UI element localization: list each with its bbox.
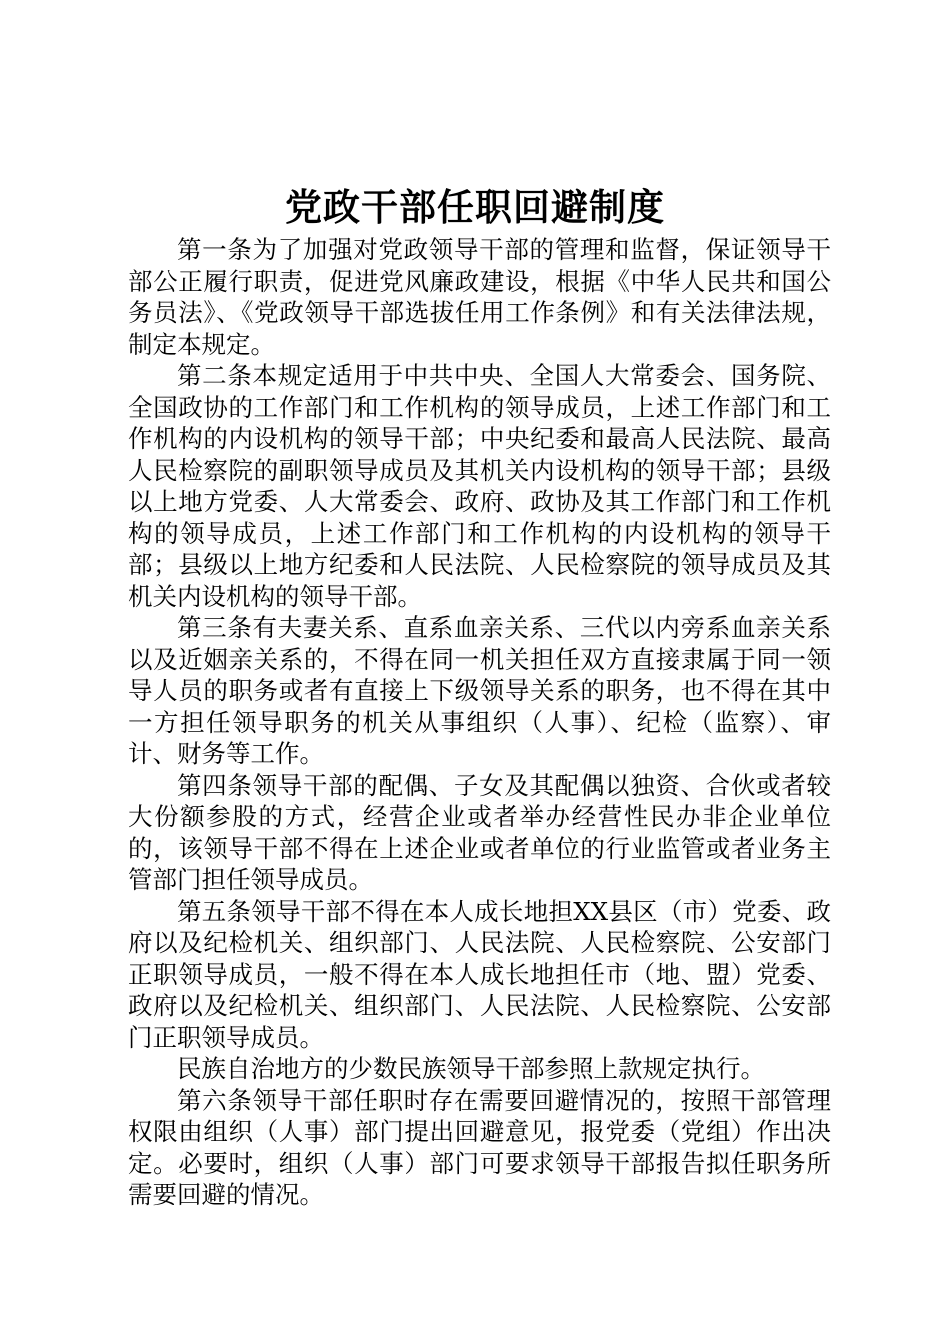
- document-title: 党政干部任职回避制度: [285, 186, 665, 229]
- paragraph-article-2: 第二条本规定适用于中共中央、全国人大常委会、国务院、全国政协的工作部门和工作机构的领导成员，上述工作部门和工作机构的内设机构的领导干部；中央纪委和最高人民法院、最高人民检察院的副职领导成员及其机关内设机构的领导干部；县级以上地方党委、人大常委会、政府、政协及其工作部门和工作机构的领导成员，上述工作部门和工作机构的内设机构的领导干部；县级以上地方纪委和人民法院、人民检察院的领导成员及其机关内设机构的领导干部。: [128, 361, 831, 611]
- document-body: [128, 234, 831, 1211]
- paragraph-article-5-supplement: 民族自治地方的少数民族领导干部参照上款规定执行。: [177, 1054, 765, 1083]
- paragraph-article-4: 第四条领导干部的配偶、子女及其配偶以独资、合伙或者较大份额参股的方式，经营企业或者举办经营性民办非企业单位的，该领导干部不得在上述企业或者单位的行业监管或者业务主管部门担任领导成员。: [128, 770, 831, 894]
- paragraph-article-3: 第三条有夫妻关系、直系血亲关系、三代以内旁系血亲关系以及近姻亲关系的，不得在同一机关担任双方直接隶属于同一领导人员的职务或者有直接上下级领导关系的职务，也不得在其中一方担任领导职务的机关从事组织（人事）、纪检（监察）、审计、财务等工作。: [128, 613, 831, 768]
- paragraph-article-1: 第一条为了加强对党政领导干部的管理和监督，保证领导干部公正履行职责，促进党风廉政建设，根据《中华人民共和国公务员法》、《党政领导干部选拔任用工作条例》和有关法律法规，制定本规定。: [128, 235, 831, 359]
- paragraph-article-5: 第五条领导干部不得在本人成长地担XX县区（市）党委、政府以及纪检机关、组织部门、人民法院、人民检察院、公安部门正职领导成员，一般不得在本人成长地担任市（地、盟）党委、政府以及纪检机关、组织部门、人民法院、人民检察院、公安部门正职领导成员。: [128, 896, 831, 1052]
- paragraph-article-6: 第六条领导干部任职时存在需要回避情况的，按照干部管理权限由组织（人事）部门提出回避意见，报党委（党组）作出决定。必要时，组织（人事）部门可要求领导干部报告拟任职务所需要回避的情况。: [128, 1085, 831, 1209]
